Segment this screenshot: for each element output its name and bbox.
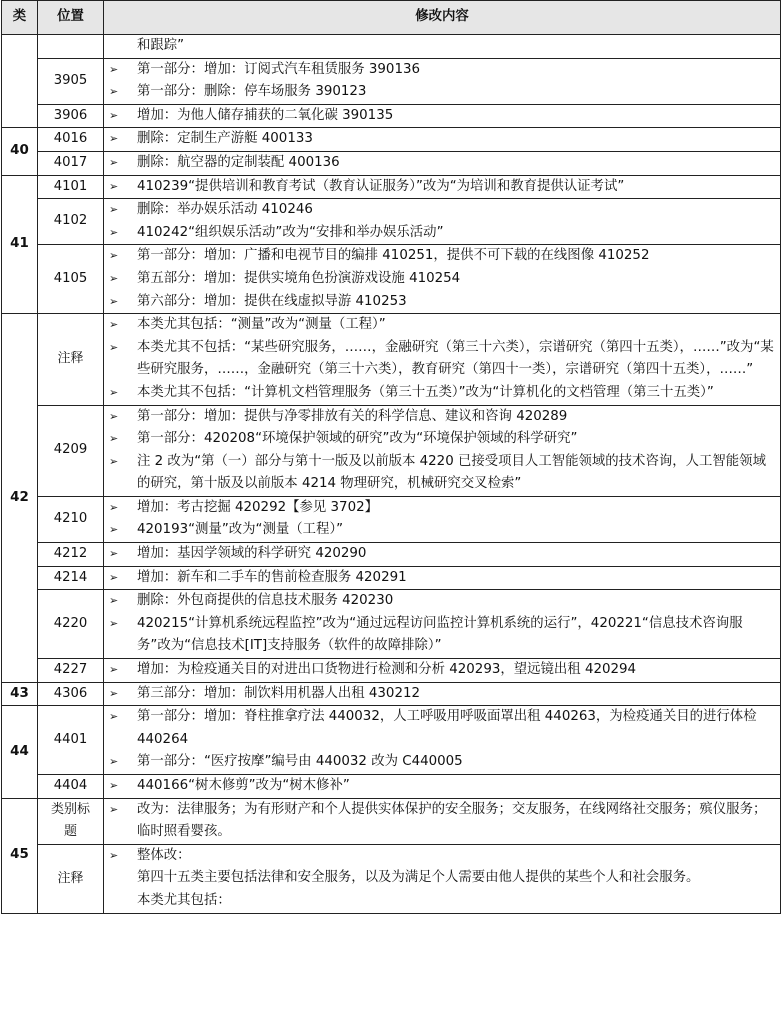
bullet-arrow-icon: ➢ [109, 570, 119, 584]
list-item [104, 706, 776, 751]
item-text: 第一部分：删除：停车场服务 390123 [137, 84, 367, 100]
list-item [104, 683, 776, 706]
bullet-arrow-icon: ➢ [109, 523, 119, 537]
table-row [2, 775, 781, 799]
list-item [104, 406, 776, 429]
position-cell [38, 35, 104, 59]
bullet-arrow-icon: ➢ [109, 779, 119, 792]
bullet-arrow-icon: ➢ [109, 500, 119, 514]
item-text: 第三部分：增加：制饮料用机器人出租 430212 [137, 685, 421, 701]
item-text: 410242“组织娱乐活动”改为“安排和举办娱乐活动” [137, 224, 444, 240]
list-item [104, 152, 776, 175]
position-cell: 4214 [38, 566, 104, 590]
bullet-arrow-icon: ➢ [109, 179, 119, 193]
item-text: 410239“提供培训和教育考试（教育认证服务）”改为“为培训和教育提供认证考试” [137, 178, 625, 194]
content-cell [104, 151, 781, 175]
list-item [104, 59, 776, 82]
list-item [104, 519, 776, 542]
content-cell [104, 175, 781, 199]
item-text: 本类尤其包括：“测量”改为“测量（工程）” [137, 317, 386, 333]
table-row [2, 706, 781, 775]
table-header-row [2, 1, 781, 35]
list-item [104, 199, 776, 222]
bullet-arrow-icon: ➢ [109, 340, 119, 354]
list-item [104, 176, 776, 199]
list-item [104, 81, 776, 104]
position-cell: 4209 [38, 405, 104, 496]
list-item [104, 543, 776, 566]
table-row [2, 35, 781, 59]
position-cell: 3905 [38, 58, 104, 104]
list-item [104, 222, 776, 245]
list-item [104, 245, 776, 268]
table-row [2, 590, 781, 659]
position-cell: 4101 [38, 175, 104, 199]
bullet-arrow-icon: ➢ [109, 203, 119, 217]
item-text: 第一部分：增加：订阅式汽车租赁服务 390136 [137, 61, 421, 77]
bullet-arrow-icon: ➢ [109, 385, 119, 399]
table-row [2, 496, 781, 542]
class-cell: 42 [2, 314, 38, 683]
item-text: 删除：航空器的定制装配 400136 [137, 154, 340, 170]
list-item [104, 128, 776, 151]
position-cell: 4210 [38, 496, 104, 542]
content-cell [104, 496, 781, 542]
bullet-arrow-icon: ➢ [109, 663, 119, 677]
bullet-arrow-icon: ➢ [109, 409, 119, 423]
content-cell [104, 682, 781, 706]
class-cell: 45 [2, 798, 38, 913]
item-text: 420193“测量”改为“测量（工程）” [137, 522, 344, 538]
class-cell: 43 [2, 682, 38, 706]
position-cell: 4212 [38, 543, 104, 567]
item-text: 本类尤其不包括：“计算机文档管理服务（第三十五类）”改为“计算机化的文档管理（第三十五类）” [137, 384, 714, 400]
table-row [2, 566, 781, 590]
position-cell: 类别标题 [38, 798, 104, 844]
content-cell [104, 566, 781, 590]
item-text: 第一部分：增加：广播和电视节目的编排 410251，提供不可下载的在线图像 410252 [137, 248, 650, 264]
item-text: 本类尤其不包括：“某些研究服务，……，金融研究（第三十六类），宗谱研究（第四十五类），……”改为“某些研究服务，……，金融研究（第三十六类），教育研究（第四十一类），宗谱研究（第四十五类），……” [137, 339, 774, 378]
list-item [104, 775, 776, 798]
item-text: 删除：定制生产游艇 400133 [137, 131, 313, 147]
table-row [2, 314, 781, 405]
item-text: 删除：举办娱乐活动 410246 [137, 202, 313, 218]
bullet-arrow-icon: ➢ [109, 294, 119, 308]
bullet-arrow-icon: ➢ [109, 802, 119, 816]
table-row [2, 659, 781, 683]
table-row [2, 58, 781, 104]
position-cell: 4017 [38, 151, 104, 175]
position-cell: 4404 [38, 775, 104, 799]
bullet-arrow-icon: ➢ [109, 848, 119, 862]
list-item [104, 428, 776, 451]
position-cell: 4220 [38, 590, 104, 659]
position-cell: 4016 [38, 128, 104, 152]
class-cell: 44 [2, 706, 38, 798]
revision-table [1, 0, 781, 914]
list-item [104, 451, 776, 496]
item-text: 本类尤其包括： [137, 892, 231, 908]
item-text: 440166“树木修剪”改为“树木修补” [137, 778, 350, 793]
list-item [104, 845, 776, 868]
content-cell [104, 590, 781, 659]
content-cell [104, 104, 781, 128]
list-item [104, 659, 776, 682]
table-row [2, 245, 781, 314]
content-cell [104, 405, 781, 496]
item-text: 增加：新车和二手车的售前检查服务 420291 [137, 569, 407, 585]
bullet-arrow-icon: ➢ [109, 594, 119, 608]
item-text: 第一部分：“医疗按摩”编号由 440032 改为 C440005 [137, 754, 463, 770]
table-row [2, 128, 781, 152]
item-text: 第五部分：增加：提供实境角色扮演游戏设施 410254 [137, 270, 461, 286]
list-item [104, 567, 776, 590]
table-row [2, 104, 781, 128]
bullet-arrow-icon: ➢ [109, 318, 119, 332]
bullet-arrow-icon: ➢ [109, 249, 119, 263]
position-cell: 4105 [38, 245, 104, 314]
bullet-arrow-icon: ➢ [109, 85, 119, 99]
list-item [104, 382, 776, 405]
table-row [2, 175, 781, 199]
item-text: 改为：法律服务；为有形财产和个人提供实体保护的安全服务；交友服务，在线网络社交服务；殡仪服务；临时照看婴孩。 [137, 801, 767, 840]
bullet-arrow-icon: ➢ [109, 62, 119, 76]
list-item [104, 613, 776, 658]
bullet-arrow-icon: ➢ [109, 616, 119, 630]
content-cell [104, 128, 781, 152]
content-cell [104, 199, 781, 245]
position-cell: 4227 [38, 659, 104, 683]
position-cell: 4401 [38, 706, 104, 775]
bullet-arrow-icon: ➢ [109, 108, 119, 122]
class-cell: 40 [2, 128, 38, 175]
table-row [2, 151, 781, 175]
header-position: 位置 [38, 1, 104, 35]
list-item [104, 268, 776, 291]
content-cell [104, 659, 781, 683]
item-text: 增加：为他人储存捕获的二氧化碳 390135 [137, 107, 394, 123]
list-item [104, 314, 776, 337]
list-item [104, 799, 776, 844]
bullet-arrow-icon: ➢ [109, 432, 119, 446]
item-text: 第一部分：增加：提供与净零排放有关的科学信息、建议和咨询 420289 [137, 408, 568, 424]
position-cell: 3906 [38, 104, 104, 128]
item-text: 增加：为检疫通关目的对进出口货物进行检测和分析 420293，望远镜出租 420294 [137, 662, 637, 678]
content-cell [104, 706, 781, 775]
content-cell [104, 798, 781, 844]
content-cell [104, 543, 781, 567]
table-row [2, 543, 781, 567]
item-text: 注 2 改为“第（一）部分与第十一版及以前版本 4220 已接受项目人工智能领域的技术咨询，人工智能领域的研究，第十版及以前版本 4214 物理研究，机械研究交叉检索” [137, 453, 766, 492]
list-item [104, 590, 776, 613]
item-text: 删除：外包商提供的信息技术服务 420230 [137, 593, 394, 609]
position-cell: 注释 [38, 844, 104, 913]
header-content: 修改内容 [104, 1, 781, 35]
item-text: 增加：基因学领域的科学研究 420290 [137, 546, 367, 562]
bullet-arrow-icon: ➢ [109, 710, 119, 724]
list-item [104, 337, 776, 382]
class-cell-39 [2, 35, 38, 128]
position-cell: 4306 [38, 682, 104, 706]
list-item [104, 751, 776, 774]
content-cell [104, 35, 781, 59]
bullet-arrow-icon: ➢ [109, 547, 119, 561]
bullet-arrow-icon: ➢ [109, 271, 119, 285]
content-cell [104, 775, 781, 799]
table-row [2, 682, 781, 706]
bullet-arrow-icon: ➢ [109, 755, 119, 769]
list-item [104, 291, 776, 314]
list-item [104, 105, 776, 128]
header-class: 类 [2, 1, 38, 35]
item-text: 第六部分：增加：提供在线虚拟导游 410253 [137, 293, 407, 309]
list-item [104, 497, 776, 520]
item-text: 第一部分：420208“环境保护领域的研究”改为“环境保护领域的科学研究” [137, 431, 578, 447]
content-cell [104, 245, 781, 314]
position-cell: 注释 [38, 314, 104, 405]
table-row [2, 199, 781, 245]
item-text: 420215“计算机系统远程监控”改为“通过远程访问监控计算机系统的运行”，420221“信息技术咨询服务”改为“信息技术[IT]支持服务（软件的故障排除）” [137, 615, 743, 654]
position-cell: 4102 [38, 199, 104, 245]
content-cell [104, 314, 781, 405]
table-row [2, 405, 781, 496]
bullet-arrow-icon: ➢ [109, 225, 119, 239]
bullet-arrow-icon: ➢ [109, 155, 119, 169]
item-text: 第四十五类主要包括法律和安全服务，以及为满足个人需要由他人提供的某些个人和社会服务。 [137, 870, 700, 886]
bullet-arrow-icon: ➢ [109, 132, 119, 146]
content-cell [104, 844, 781, 913]
content-cell [104, 58, 781, 104]
bullet-arrow-icon: ➢ [109, 686, 119, 700]
table-row [2, 844, 781, 913]
item-text: 整体改： [137, 847, 191, 863]
item-text: 和跟踪” [137, 38, 185, 53]
bullet-arrow-icon: ➢ [109, 454, 119, 468]
item-text: 增加：考古挖掘 420292【参见 3702】 [137, 499, 379, 515]
class-cell: 41 [2, 175, 38, 314]
item-text: 第一部分：增加：脊柱推拿疗法 440032，人工呼吸用呼吸面罩出租 440263，为检疫通关目的进行体检 440264 [137, 709, 757, 747]
table-row [2, 798, 781, 844]
